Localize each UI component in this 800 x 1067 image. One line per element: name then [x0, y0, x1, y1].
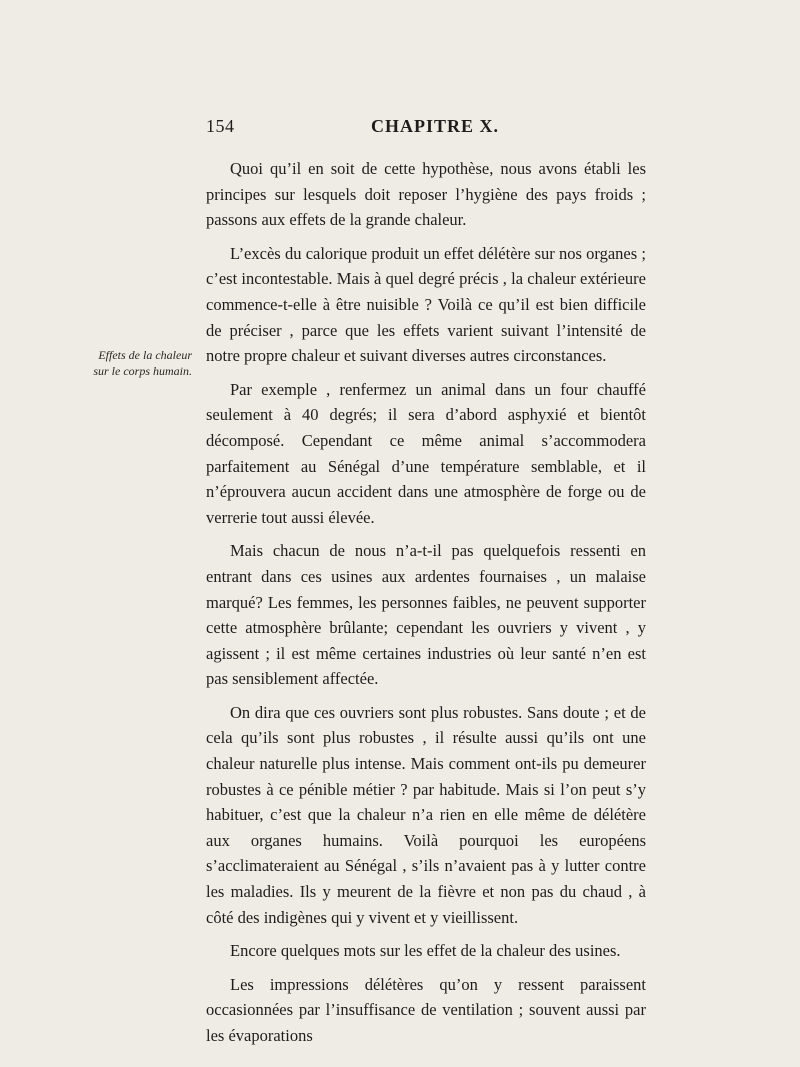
- margin-note-line: Effets de la chaleur: [98, 348, 192, 362]
- paragraph: Par exemple , renfermez un animal dans un four chauffé seulement à 40 degrés; il sera d’abord asphyxié et bientôt décomposé. Cependant ce même animal s’accommodera parfaitement au Sénégal d’une température semblable, et il n’éprouvera aucun accident dans une atmosphère de forge ou de verrerie tout aussi élevée.: [206, 379, 646, 527]
- paragraph: L’excès du calorique produit un effet délétère sur nos organes ; c’est incontestable. Mais à quel degré précis , la chaleur extérieure commence-t-elle à être nuisible ? Voilà ce qu’il est bien difficile de préciser , parce que les effets varient suivant l’intensité de notre propre chaleur et suivant diverses autres circonstances.: [206, 243, 646, 366]
- paragraph: Les impressions délétères qu’on y ressent paraissent occasionnées par l’insuffisance de ventilation ; souvent aussi par les évaporations: [206, 974, 646, 1045]
- paragraph: On dira que ces ouvriers sont plus robustes. Sans doute ; et de cela qu’ils sont plus robustes , il résulte aussi qu’ils ont une chaleur naturelle plus intense. Mais comment ont-ils pu demeurer robustes à ce pénible métier ? par habitude. Mais si l’on peut s’y habituer, c’est que la chaleur n’a rien en elle même de délétère aux organes humains. Voilà pourquoi les européens s’acclimateraient au Sénégal , s’ils n’avaient pas à y lutter contre les maladies. Ils y meurent de la fièvre et non pas du chaud , à côté des indigènes qui y vivent et y vieillissent.: [206, 702, 646, 927]
- chapter-title: CHAPITRE X.: [371, 116, 500, 136]
- body-text: [206, 156, 646, 1057]
- paragraph: Encore quelques mots sur les effet de la chaleur des usines.: [230, 941, 621, 961]
- running-header: [206, 116, 646, 142]
- paragraph: Mais chacun de nous n’a-t-il pas quelquefois ressenti en entrant dans ces usines aux ardentes fournaises , un malaise marqué? Les femmes, les personnes faibles, ne peuvent supporter cette atmosphère brûlante; cependant les ouvriers y vivent , y agissent ; il est même certaines industries où leur santé n’en est pas sensiblement affectée.: [206, 541, 646, 689]
- margin-note: [80, 347, 192, 379]
- margin-note-line: sur le corps humain.: [93, 364, 192, 378]
- paragraph: Quoi qu’il en soit de cette hypothèse, nous avons établi les principes sur lesquels doit reposer l’hygiène des pays froids ; passons aux effets de la grande chaleur.: [206, 159, 646, 230]
- page-number: 154: [206, 116, 235, 136]
